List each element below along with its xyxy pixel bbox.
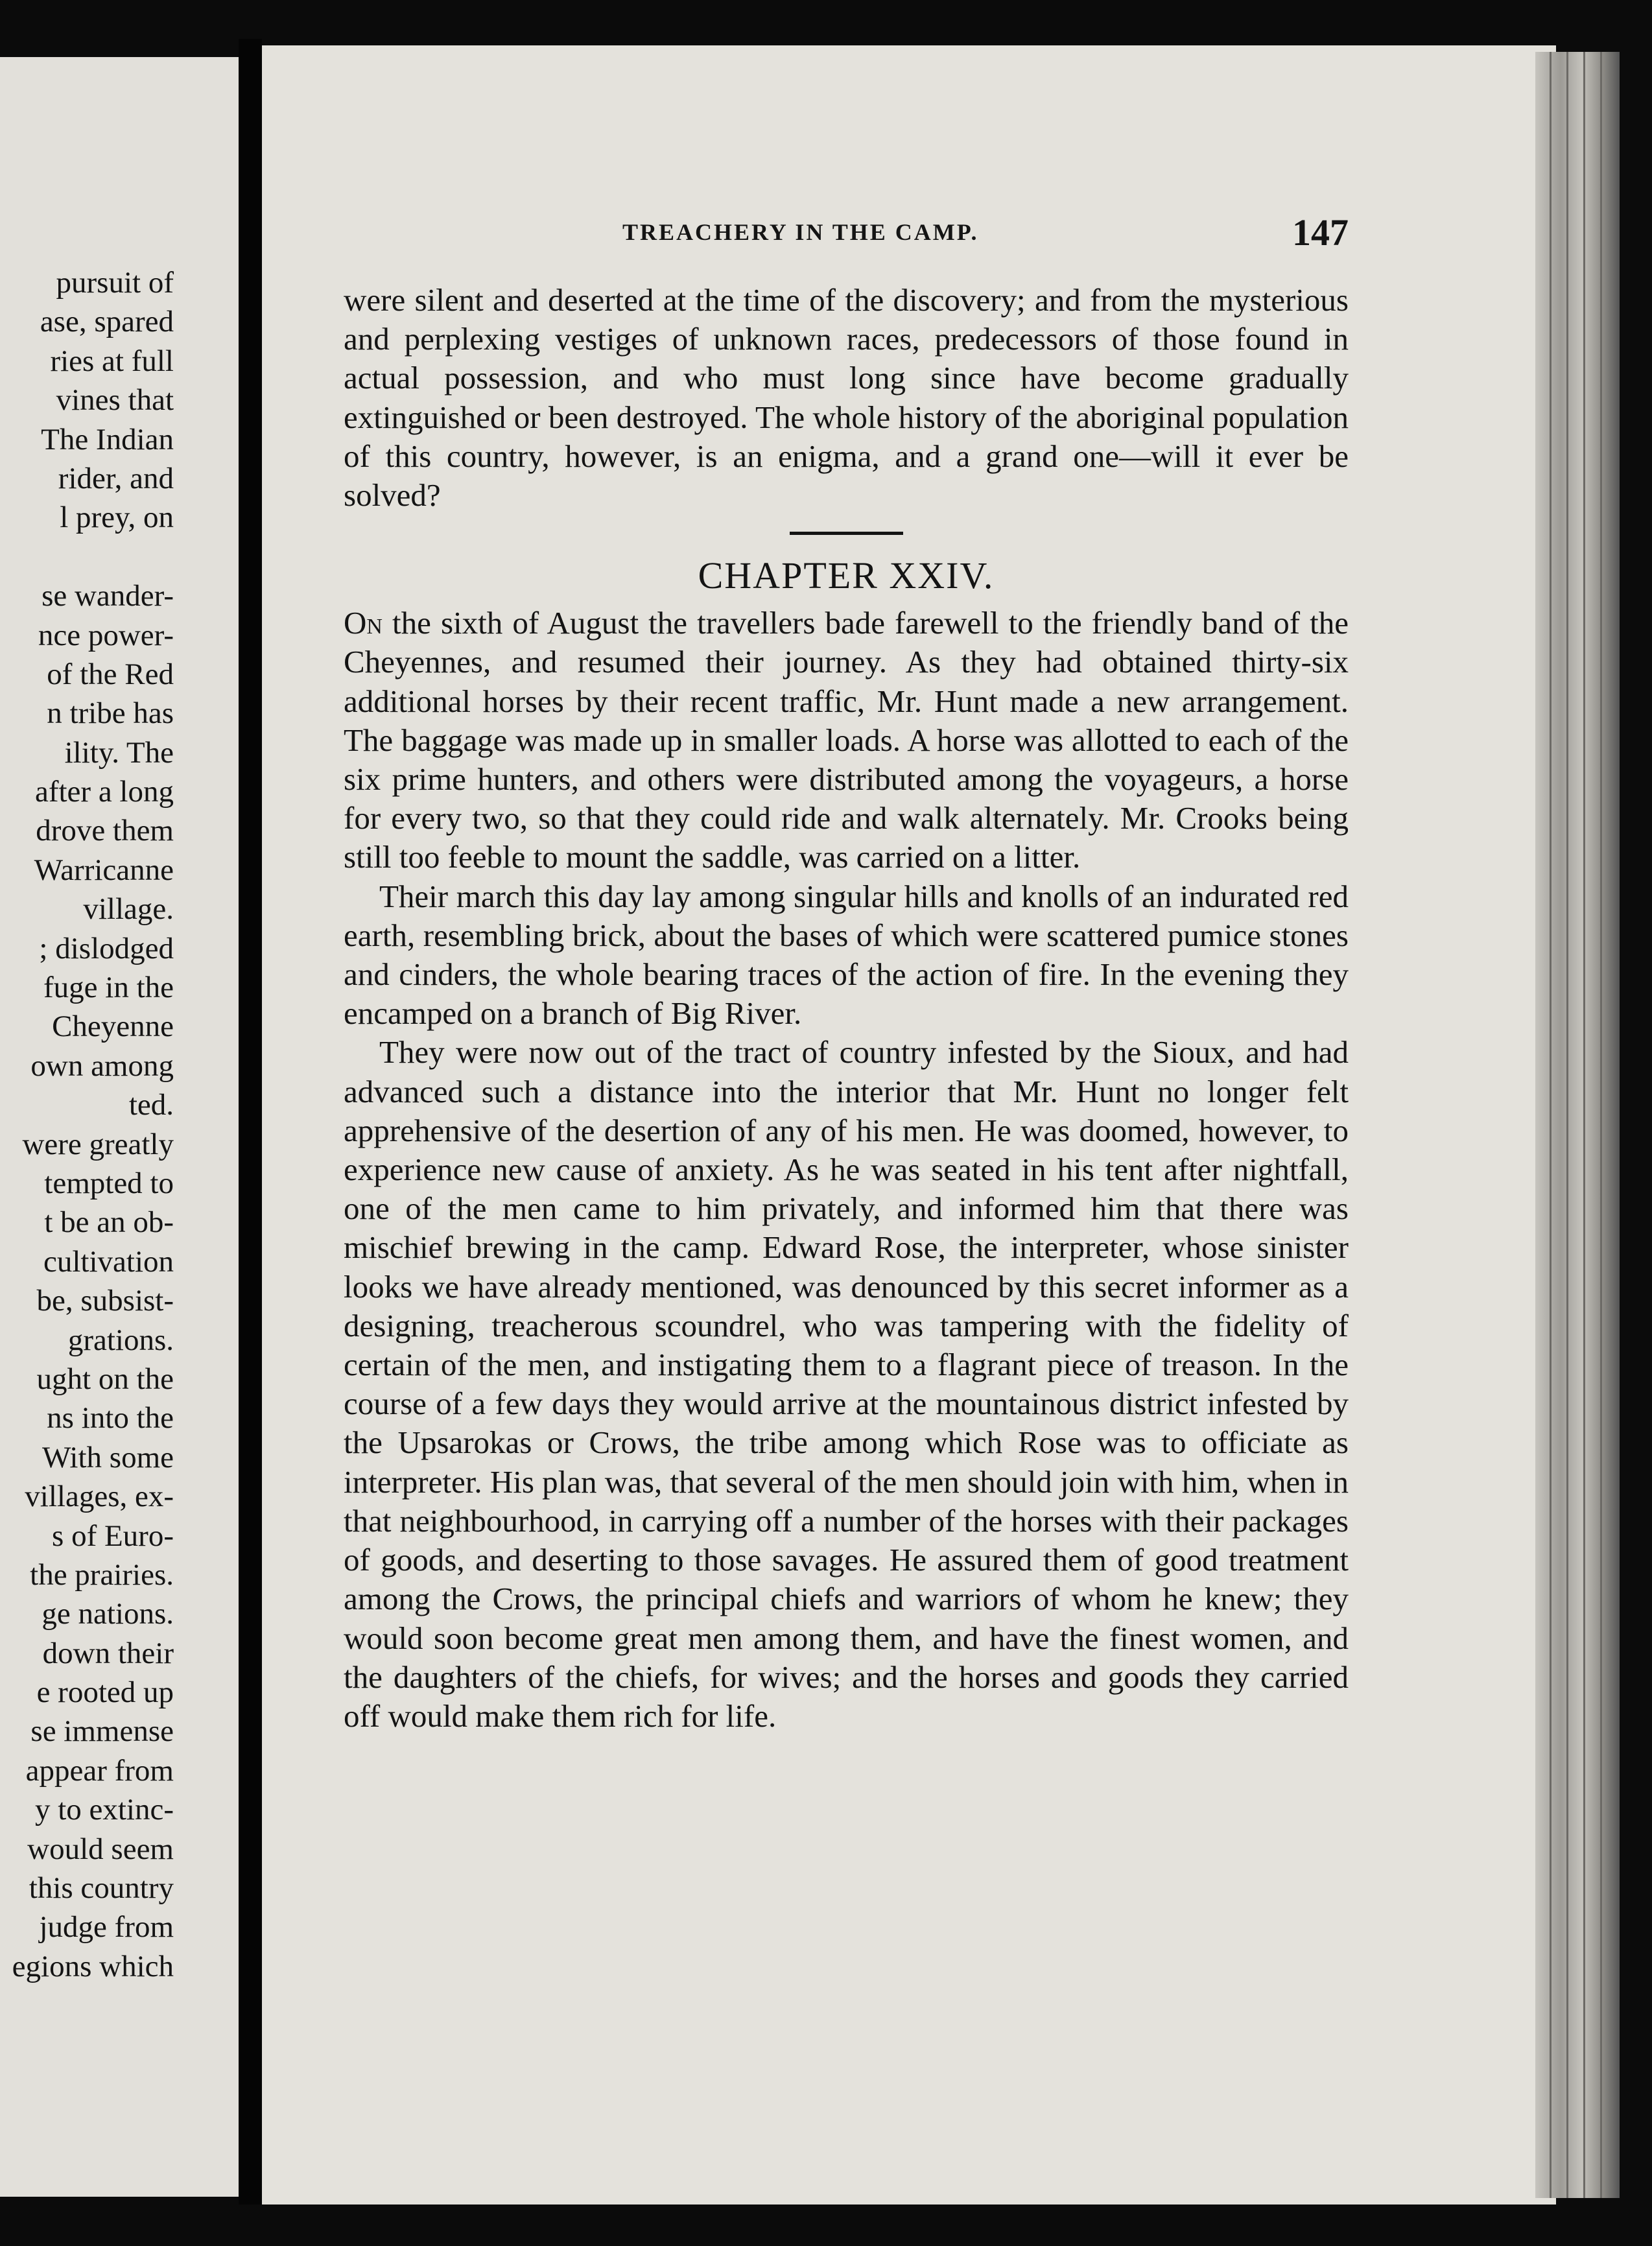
- left-page-line: With some: [41, 1440, 174, 1474]
- left-page-line: cultivation: [43, 1244, 174, 1279]
- left-page-line: The Indian: [41, 422, 174, 456]
- page-edges: [1535, 52, 1620, 2198]
- chapter-title: CHAPTER XXIV.: [698, 554, 995, 597]
- left-page-line: village.: [83, 892, 174, 927]
- left-page-line: nce power-: [38, 618, 174, 652]
- left-page-line: were greatly: [22, 1127, 174, 1161]
- left-page-line: [0, 538, 174, 576]
- left-page-line: vines that: [56, 383, 174, 418]
- left-page-line: the prairies.: [30, 1557, 174, 1592]
- paragraph-1: [344, 604, 1349, 877]
- left-page-line: ries at full: [50, 344, 174, 378]
- section-divider: [790, 532, 903, 535]
- left-page-line: y to extinc-: [34, 1793, 174, 1827]
- left-page-line: of the Red: [47, 657, 174, 691]
- left-page-line: villages, ex-: [25, 1480, 174, 1514]
- left-page-text: [0, 263, 174, 1986]
- left-page-line: ase, spared: [40, 305, 174, 339]
- paragraph-2: Their march this day lay among singular hills and knolls of an indurated red earth, resembling brick, about the bases of which were scattered pumice stones and cinders, the whole bearing traces of the action of fire. In the evening they encamped on a branch of Big River.: [344, 878, 1349, 1032]
- left-page-line: ught on the: [36, 1362, 174, 1396]
- left-page-line: grations.: [67, 1323, 174, 1357]
- left-page-line: ge nations.: [41, 1597, 174, 1631]
- left-page-line: ns into the: [47, 1401, 174, 1436]
- left-page-line: se wander-: [41, 579, 174, 613]
- left-page-line: drove them: [36, 814, 174, 848]
- left-page-line: own among: [30, 1048, 174, 1083]
- left-page: [0, 57, 239, 2197]
- opening-paragraph: were silent and deserted at the time of the discovery; and from the mysterious and perplexing vestiges of unknown races, predecessors of those found in actual possession, and who must long since have become gradually extinguished or been destroyed. The whole history of the aboriginal population of this country, however, is an enigma, and a grand one—will it ever be solved?: [344, 282, 1349, 514]
- book-gutter: [239, 39, 262, 2205]
- left-page-line: e rooted up: [36, 1675, 174, 1710]
- left-page-line: pursuit of: [56, 266, 174, 300]
- left-page-line: would seem: [27, 1832, 174, 1866]
- left-page-line: ted.: [128, 1088, 174, 1122]
- left-page-line: s of Euro-: [52, 1519, 174, 1553]
- left-page-line: ility. The: [64, 735, 174, 770]
- left-page-line: Cheyenne: [52, 1010, 174, 1044]
- paragraph-1-first-word: On: [344, 605, 383, 641]
- left-page-line: be, subsist-: [36, 1284, 174, 1318]
- left-page-line: tempted to: [44, 1166, 174, 1200]
- paragraph-1-text: the sixth of August the travellers bade farewell to the friendly band of the Cheyennes, and resumed their journey. As they had obtained thirty-six additional horses by their recent traffic, Mr. Hunt made a new arrangement. The baggage was made up in smaller loads. A horse was allotted to each of the six prime hunters, and others were distributed among the voyageurs, a horse for every two, so that they could ride and walk alternately. Mr. Crooks being still too feeble to mount the saddle, was carried on a litter.: [344, 605, 1349, 875]
- left-page-line: egions which: [12, 1949, 174, 1983]
- running-head: TREACHERY IN THE CAMP.: [622, 219, 979, 245]
- main-text: [344, 281, 1349, 1736]
- left-page-line: after a long: [34, 775, 174, 809]
- page-header: [350, 211, 1349, 256]
- left-page-line: rider, and: [58, 461, 174, 495]
- page-number: 147: [1292, 211, 1349, 254]
- left-page-line: t be an ob-: [44, 1205, 174, 1240]
- left-page-line: fuge in the: [43, 971, 174, 1005]
- left-page-line: Warricanne: [34, 853, 174, 887]
- left-page-line: down their: [42, 1636, 174, 1670]
- left-page-line: ; dislodged: [39, 931, 174, 965]
- left-page-line: this country: [29, 1871, 174, 1906]
- left-page-line: l prey, on: [60, 501, 174, 535]
- left-page-line: se immense: [30, 1714, 174, 1749]
- paragraph-3: They were now out of the tract of country infested by the Sioux, and had advanced such a distance into the interior that Mr. Hunt no longer felt apprehensive of the desertion of any of his men. He was doomed, however, to experience new cause of anxiety. As he was seated in his tent after nightfall, one of the men came to him privately, and informed him that there was mischief brewing in the camp. Edward Rose, the interpreter, whose sinister looks we have already mentioned, was denounced by this secret informer as a designing, treacherous scoundrel, who was tampering with the fidelity of certain of the men, and instigating them to a flagrant piece of treason. In the course of a few days they would arrive at the mountainous district infested by the Upsarokas or Crows, the tribe among which Rose was to officiate as interpreter. His plan was, that several of the men should join with him, when in that neighbourhood, in carrying off a number of the horses with their packages of goods, and deserting to those savages. He assured them of good treatment among the Crows, the principal chiefs and warriors of whom he knew; they would soon become great men among them, and have the finest women, and the daughters of the chiefs, for wives; and the horses and goods they carried off would make them rich for life.: [344, 1034, 1349, 1734]
- left-page-line: n tribe has: [47, 696, 174, 731]
- left-page-line: judge from: [39, 1910, 174, 1945]
- left-page-line: appear from: [25, 1753, 174, 1788]
